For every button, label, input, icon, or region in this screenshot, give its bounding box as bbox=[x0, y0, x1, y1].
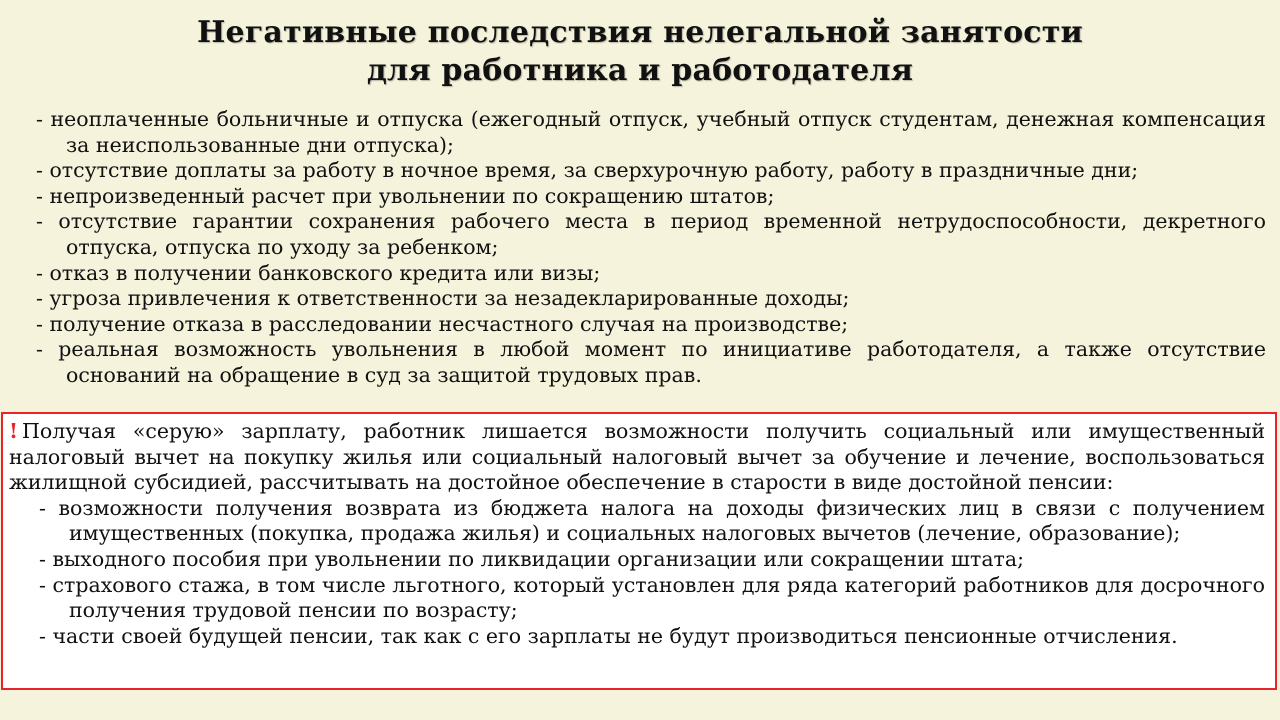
consequences-list bbox=[36, 107, 1266, 389]
list-item: - реальная возможность увольнения в любой момент по инициативе работодателя, а также отсутствие оснований на обращение в суд за защитой трудовых прав. bbox=[36, 337, 1266, 387]
exclamation-icon: ! bbox=[9, 419, 18, 443]
list-item: - отсутствие гарантии сохранения рабочего места в период временной нетрудоспособности, декретного отпуска, отпуска по уходу за ребенком; bbox=[36, 209, 1266, 259]
list-item: - отказ в получении банковского кредита или визы; bbox=[36, 260, 601, 285]
list-item: - части своей будущей пенсии, так как с его зарплаты не будут производиться пенсионные отчисления. bbox=[39, 623, 1178, 648]
list-item: - отсутствие доплаты за работу в ночное время, за сверхурочную работу, работу в праздничные дни; bbox=[36, 158, 1139, 183]
list-item: - неоплаченные больничные и отпуска (ежегодный отпуск, учебный отпуск студентам, денежная компенсация за неиспользованные дни отпуска); bbox=[36, 107, 1266, 157]
notice-box bbox=[1, 412, 1277, 690]
page-title bbox=[0, 14, 1280, 90]
notice-intro-text: Получая «серую» зарплату, работник лишается возможности получить социальный или имущественный налоговый вычет на покупку жилья или социальный налоговый вычет за обучение и лечение, воспользоваться жилищной субсидией, рассчитывать на достойное обеспечение в старости в виде достойной пенсии: bbox=[9, 419, 1265, 495]
list-item: - получение отказа в расследовании несчастного случая на производстве; bbox=[36, 311, 849, 336]
notice-list bbox=[9, 496, 1265, 650]
list-item: - непроизведенный расчет при увольнении по сокращению штатов; bbox=[36, 183, 775, 208]
notice-intro bbox=[9, 419, 1265, 496]
page-title-line-2: для работника и работодателя bbox=[366, 53, 914, 88]
list-item: - угроза привлечения к ответственности за незадекларированные доходы; bbox=[36, 286, 850, 311]
list-item: - выходного пособия при увольнении по ликвидации организации или сокращении штата; bbox=[39, 546, 1025, 571]
list-item: - возможности получения возврата из бюджета налога на доходы физических лиц в связи с получением имущественных (покупка, продажа жилья) и социальных налоговых вычетов (лечение, образование); bbox=[39, 495, 1265, 546]
list-item: - страхового стажа, в том числе льготного, который установлен для ряда категорий работников для досрочного получения трудовой пенсии по возрасту; bbox=[39, 572, 1265, 623]
page-title-line-1: Негативные последствия нелегальной занятости bbox=[196, 15, 1084, 50]
